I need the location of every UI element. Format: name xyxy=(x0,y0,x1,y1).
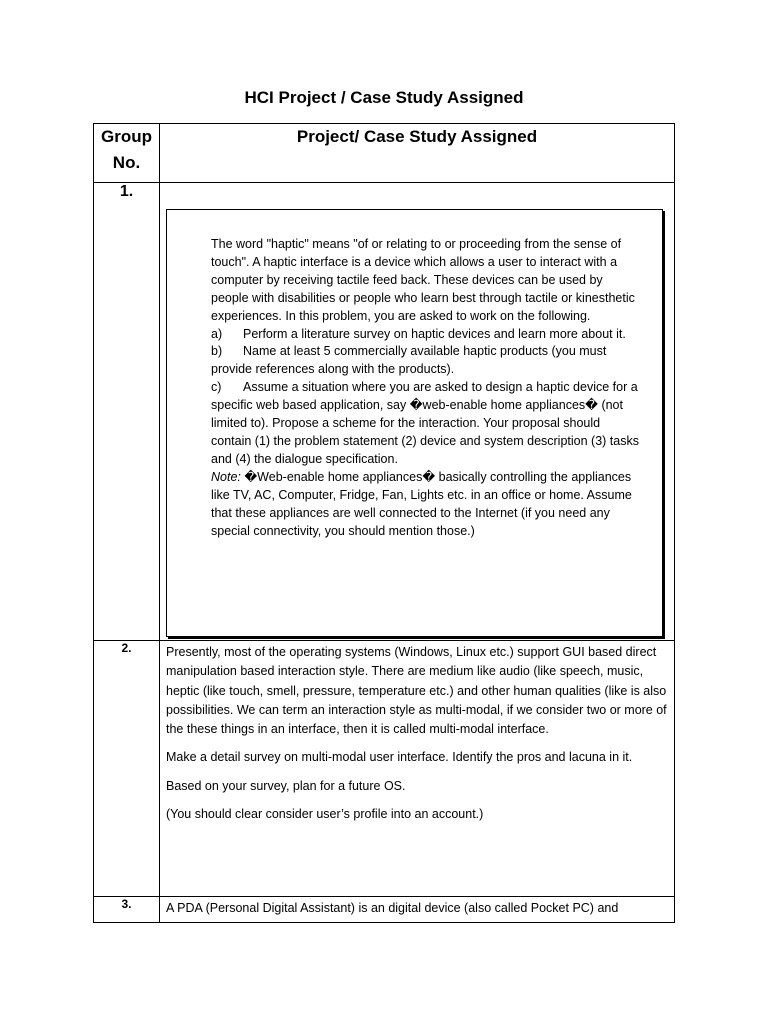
item-text: Name at least 5 commercially available haptic products (you must provide references along with the products). xyxy=(211,344,607,377)
header-project: Project/ Case Study Assigned xyxy=(160,124,675,183)
paragraph: (You should clear consider user’s profile into an account.) xyxy=(166,807,484,822)
text-box xyxy=(166,209,663,637)
list-item xyxy=(211,326,641,344)
paragraph: Presently, most of the operating systems (Windows, Linux etc.) support GUI based direct manipulation based interaction style. There are medium like audio (like speech, music, heptic (like touch, smell, pressure, temperature etc.) and other human qualities (like is also possibilities. We can term an interaction style as multi-modal, if we consider two or more of the these things in an interface, then it is called multi-modal interface. xyxy=(166,645,667,737)
list-item xyxy=(211,343,641,379)
group-number: 1. xyxy=(94,183,160,641)
haptic-intro: The word "haptic" means "of or relating to or proceeding from the sense of touch". A haptic interface is a device which allows a user to interact with a computer by receiving tactile feed back. These devices can be used by people with disabilities or people who learn best through tactile or kinesthetic experiences. In this problem, you are asked to work on the following. xyxy=(211,237,635,323)
item-marker: b) xyxy=(211,344,223,359)
table-row xyxy=(94,641,675,897)
item-marker: a) xyxy=(211,326,223,341)
assignment-table xyxy=(93,123,675,923)
item-text: Assume a situation where you are asked to design a haptic device for a specific web based application, say �web-enable home appliances� (not limited to). Propose a scheme for the interaction. Your proposal should contain (1) the problem statement (2) device and system description (3) tasks and (4) the dialogue specification. xyxy=(211,380,639,466)
note-paragraph xyxy=(211,469,641,541)
project-cell xyxy=(160,641,675,897)
list-item xyxy=(211,379,641,469)
haptic-description xyxy=(211,236,641,540)
table-row xyxy=(94,183,675,641)
note-text: �Web-enable home appliances� basically controlling the appliances like TV, AC, Computer, Fridge, Fan, Lights etc. in an office or home. Assume that these appliances are well connected to the Internet (if you need any special connectivity, you should mention those.) xyxy=(211,469,632,538)
item-marker: c) xyxy=(211,380,222,395)
note-label: Note: xyxy=(211,469,241,484)
page-title: HCI Project / Case Study Assigned xyxy=(244,88,524,107)
paragraph: Based on your survey, plan for a future OS. xyxy=(166,778,406,793)
table-header-row xyxy=(94,124,675,183)
header-group-no: Group No. xyxy=(94,124,160,183)
paragraph: Make a detail survey on multi-modal user interface. Identify the pros and lacuna in it. xyxy=(166,750,633,765)
project-cell: A PDA (Personal Digital Assistant) is an digital device (also called Pocket PC) and xyxy=(160,897,675,923)
item-text: Perform a literature survey on haptic devices and learn more about it. xyxy=(243,326,626,341)
table-row xyxy=(94,897,675,923)
group-number: 2. xyxy=(94,641,160,897)
project-cell xyxy=(160,183,675,641)
group-number: 3. xyxy=(94,897,160,923)
